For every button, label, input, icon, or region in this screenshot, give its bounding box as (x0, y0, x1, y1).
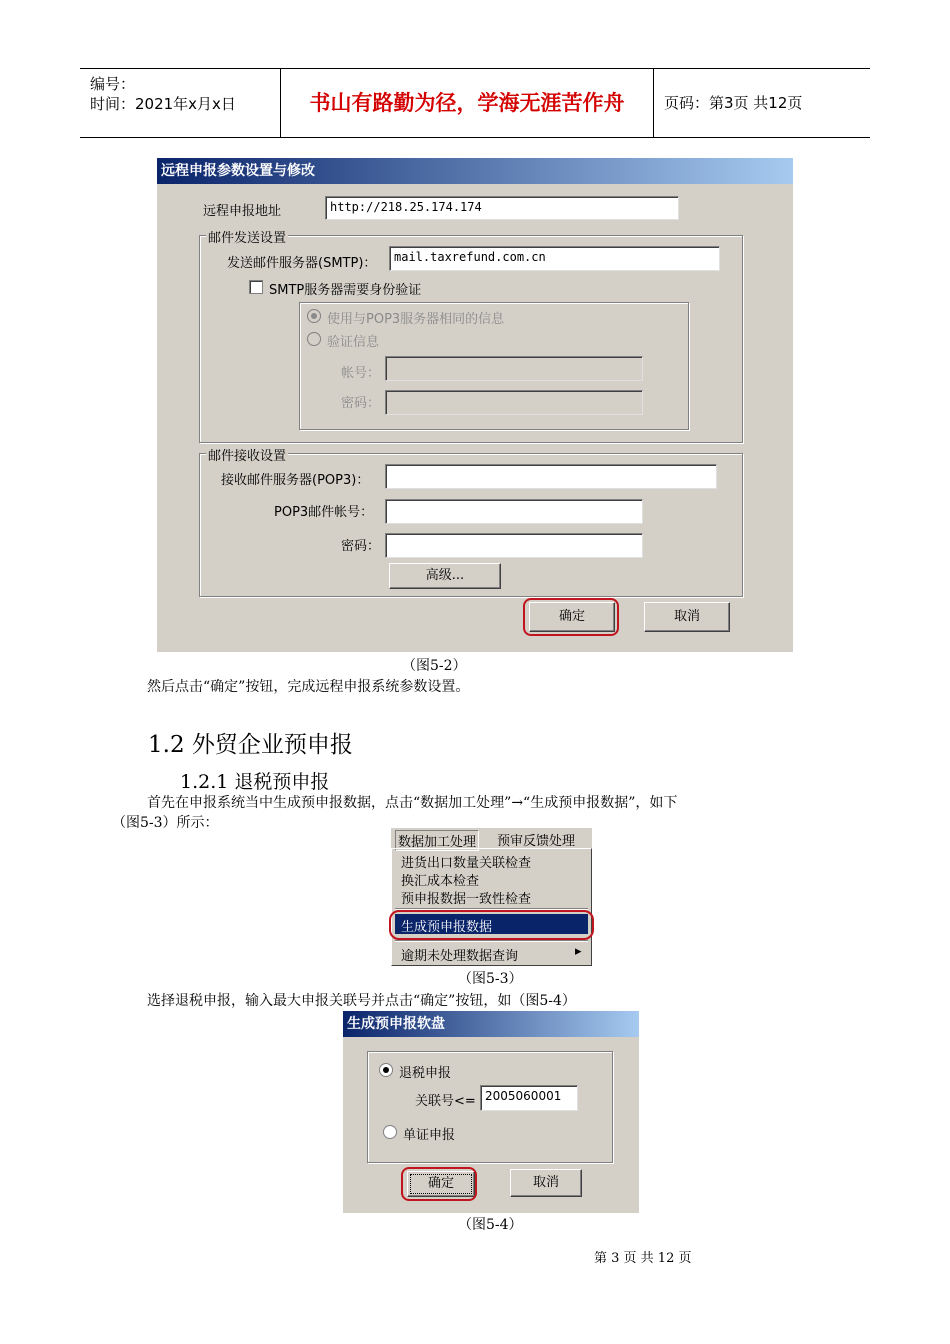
smtp-input[interactable]: mail.taxrefund.com.cn (389, 246, 720, 271)
same-as-pop3-radio[interactable] (307, 309, 321, 323)
page-header (80, 68, 870, 138)
figure-caption-5-4: （图5-4） (458, 1217, 523, 1233)
refund-radio[interactable] (379, 1063, 393, 1077)
menu-tab-data-processing[interactable]: 数据加工处理 (395, 830, 479, 851)
dialog2-title: 生成预申报软盘 (343, 1011, 639, 1037)
account-label: 帐号： (341, 366, 381, 381)
number-label: 编号： (90, 75, 136, 93)
header-left-cell (80, 69, 281, 137)
recv-password-label: 密码： (341, 539, 381, 554)
pop3-account-label: POP3邮件帐号： (274, 505, 374, 520)
menu-tab-feedback[interactable]: 预审反馈处理 (497, 834, 576, 849)
ok-highlight-2 (401, 1167, 477, 1201)
menu-item-link-check[interactable]: 进货出口数量关联检查 (401, 856, 532, 871)
submenu-arrow-icon: ▸ (575, 944, 582, 959)
menu-item-generate[interactable]: 生成预申报数据 (401, 920, 493, 935)
remote-settings-dialog (157, 158, 793, 652)
smtp-auth-label: SMTP服务器需要身份验证 (269, 283, 422, 298)
paragraph-confirm: 然后点击“确定”按钮，完成远程申报系统参数设置。 (147, 679, 470, 695)
header-page-info: 页码：第3页 共12页 (664, 94, 803, 112)
smtp-auth-checkbox[interactable] (249, 280, 263, 294)
account-input[interactable] (385, 356, 643, 381)
verify-info-label: 验证信息 (327, 335, 380, 350)
header-motto: 书山有路勤为径，学海无涯苦作舟 (281, 69, 654, 137)
voucher-radio[interactable] (383, 1125, 397, 1139)
voucher-label: 单证申报 (403, 1128, 456, 1143)
assoc-label: 关联号<= (415, 1094, 476, 1109)
address-input[interactable]: http://218.25.174.174 (325, 196, 679, 220)
cancel-button-2[interactable]: 取消 (510, 1169, 582, 1197)
recv-group-title: 邮件接收设置 (206, 445, 288, 464)
auth-password-label: 密码： (341, 396, 381, 411)
subsection-heading: 1.2.1 退税预申报 (180, 771, 330, 793)
paragraph-select: 选择退税申报，输入最大申报关联号并点击“确定”按钮，如（图5-4） (147, 993, 576, 1009)
address-label: 远程申报地址 (203, 204, 282, 219)
section-heading: 1.2 外贸企业预申报 (148, 732, 353, 758)
auth-password-input[interactable] (385, 390, 643, 415)
refund-label: 退税申报 (399, 1066, 452, 1081)
ok-highlight (523, 598, 619, 636)
dialog-title: 远程申报参数设置与修改 (157, 158, 793, 184)
generate-highlight (389, 910, 594, 940)
pop3-input[interactable] (385, 464, 717, 489)
recv-password-input[interactable] (385, 533, 643, 558)
menu-screenshot (391, 828, 592, 966)
same-as-pop3-label: 使用与POP3服务器相同的信息 (327, 312, 505, 327)
advanced-button[interactable]: 高级... (389, 563, 501, 589)
pop3-label: 接收邮件服务器(POP3)： (221, 473, 370, 488)
ok-button-2[interactable]: 确定 (407, 1171, 475, 1197)
menu-item-overdue-query[interactable]: 逾期未处理数据查询 (401, 949, 519, 964)
smtp-label: 发送邮件服务器(SMTP)： (227, 256, 377, 271)
paragraph-generate-line1: 首先在申报系统当中生成预申报数据，点击“数据加工处理”→“生成预申报数据”，如下 (147, 795, 678, 811)
generate-disk-dialog (343, 1011, 639, 1213)
send-group-title: 邮件发送设置 (206, 227, 288, 246)
menu-item-consistency-check[interactable]: 预申报数据一致性检查 (401, 892, 532, 907)
menu-item-exchange-check[interactable]: 换汇成本检查 (401, 874, 480, 889)
time-label: 时间：2021年x月x日 (90, 95, 236, 113)
verify-info-radio[interactable] (307, 332, 321, 346)
paragraph-generate-line2: （图5-3）所示： (112, 815, 219, 831)
cancel-button[interactable]: 取消 (644, 602, 730, 632)
figure-caption-5-2: （图5-2） (402, 658, 467, 674)
pop3-account-input[interactable] (385, 499, 643, 524)
menu-separator-2 (395, 940, 588, 942)
ok-button[interactable]: 确定 (529, 602, 615, 632)
assoc-input[interactable]: 2005060001 (480, 1085, 578, 1111)
figure-caption-5-3: （图5-3） (458, 971, 523, 987)
page-footer: 第 3 页 共 12 页 (594, 1251, 692, 1266)
